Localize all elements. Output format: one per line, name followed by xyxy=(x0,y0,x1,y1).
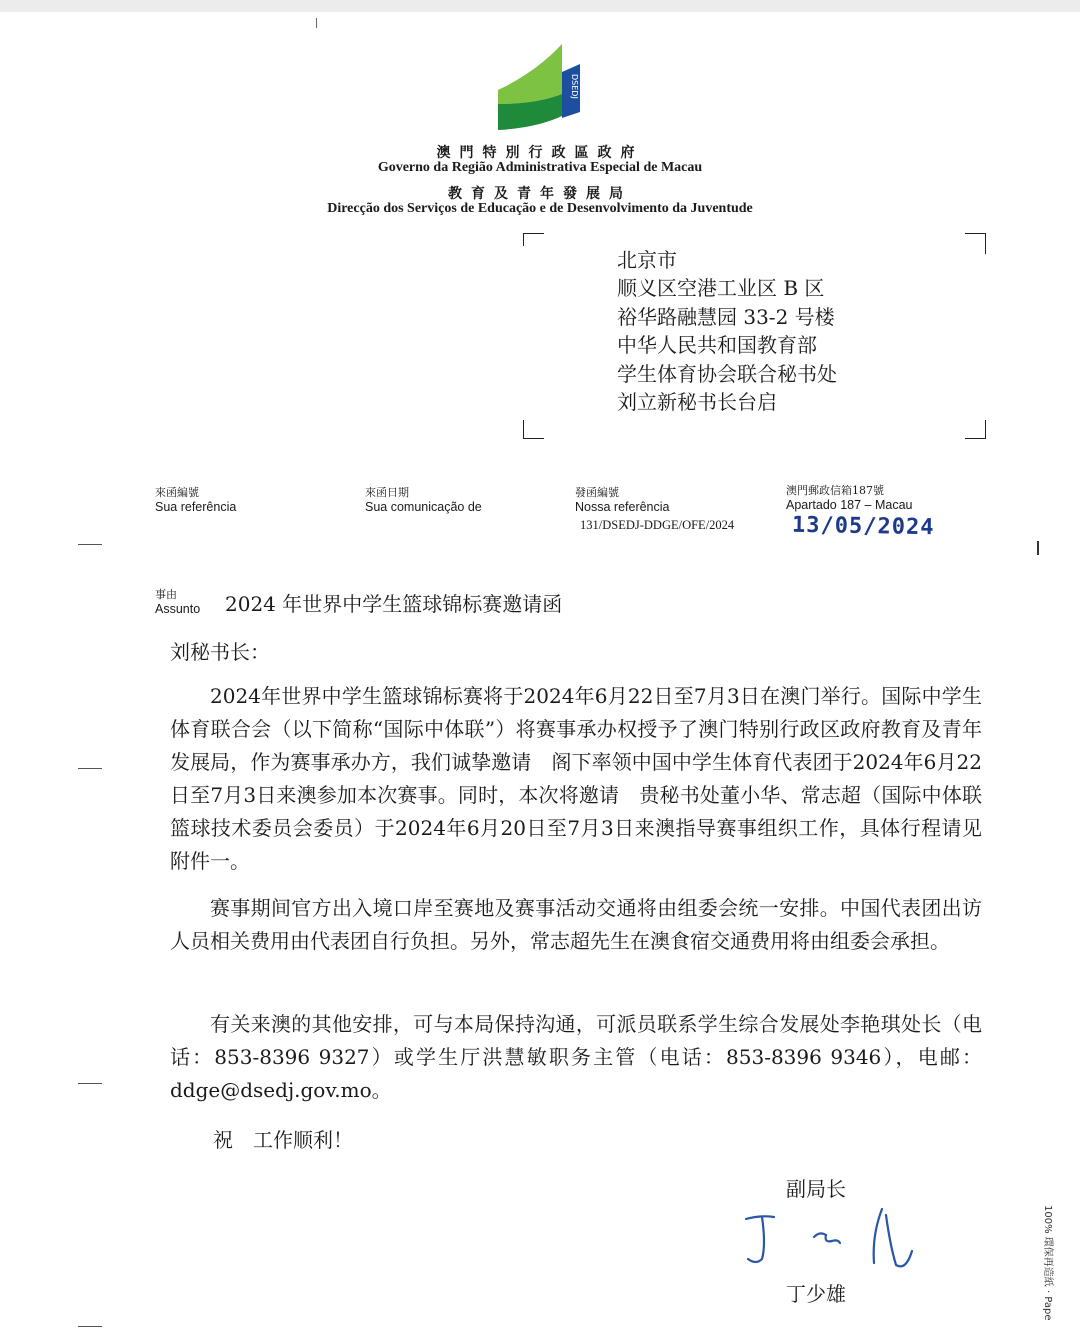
date-stamp: 13/05/2024 xyxy=(791,512,935,541)
address-corner-br xyxy=(965,420,986,439)
fold-mark xyxy=(78,1326,102,1327)
address-line: 学生体育协会联合秘书处 xyxy=(617,361,837,386)
subject-label-pt: Assunto xyxy=(155,602,201,616)
address-line: 北京市 xyxy=(617,248,677,272)
paragraph: 有关来澳的其他安排，可与本局保持沟通，可派员联系学生综合发展处李艳琪处长（电话：853-8396 9327）或学生厅洪慧敏职务主管（电话：853-8396 9346），电邮：ddge@dsedj.gov.mo。 xyxy=(170,1012,982,1102)
fold-mark xyxy=(78,768,102,769)
apartado-label-pt: Apartado 187 – Macau xyxy=(786,498,913,512)
address-line: 裕华路融慧园 33-2 号楼 xyxy=(617,304,835,329)
address-corner-tl xyxy=(523,233,544,246)
sua-referencia xyxy=(155,484,236,514)
subject-label-cn: 事由 xyxy=(155,588,177,601)
scan-mark xyxy=(316,18,317,28)
signature xyxy=(740,1205,930,1275)
recycled-paper-note: 100% 環保再造紙 · Pape xyxy=(1042,1205,1053,1321)
recipient-address xyxy=(617,246,837,416)
address-corner-bl xyxy=(523,420,544,439)
address-corner-tr xyxy=(965,233,986,254)
address-line: 刘立新秘书长台启 xyxy=(617,390,777,415)
address-line: 中华人民共和国教育部 xyxy=(617,333,817,358)
dept-name-cn: 教育及青年發展局 xyxy=(448,186,632,202)
subject-label xyxy=(155,586,200,616)
fold-mark xyxy=(78,1083,102,1084)
gov-name-cn: 澳門特別行政區政府 xyxy=(436,145,644,161)
logo-text: DSEDJ xyxy=(570,74,579,99)
apartado-label-cn: 澳門郵政信箱187號 xyxy=(786,484,884,497)
gov-name-pt: Governo da Região Administrativa Especial de Macau xyxy=(377,160,703,175)
top-band xyxy=(0,0,1080,12)
sua-ref-label-cn: 來函編號 xyxy=(155,486,199,499)
nossa-referencia xyxy=(575,484,734,533)
signer-title: 副局长 xyxy=(786,1177,846,1201)
fold-mark-right xyxy=(1037,541,1039,555)
sua-ref-label-pt: Sua referência xyxy=(155,500,237,514)
dsedj-logo xyxy=(496,42,582,132)
nossa-ref-label-cn: 發函編號 xyxy=(575,486,619,499)
address-line: 顺义区空港工业区 B 区 xyxy=(617,276,825,301)
sua-comunicacao xyxy=(365,484,482,514)
closing: 祝 工作顺利！ xyxy=(213,1128,353,1152)
subject-text: 2024 年世界中学生篮球锦标赛邀请函 xyxy=(225,592,563,616)
fold-mark xyxy=(78,544,102,545)
nossa-ref-value: 131/DSEDJ-DDGE/OFE/2024 xyxy=(580,518,735,532)
sua-com-label-pt: Sua comunicação de xyxy=(365,500,482,514)
apartado xyxy=(786,482,934,539)
greeting: 刘秘书长： xyxy=(170,640,270,664)
dept-name-pt: Direcção dos Serviços de Educação e de Desenvolvimento da Juventude xyxy=(327,201,753,216)
paragraph: 2024年世界中学生篮球锦标赛将于2024年6月22日至7月3日在澳门举行。国际中学生体育联合会（以下简称“国际中体联”）将赛事承办权授予了澳门特别行政区政府教育及青年发展局，作为赛事承办方，我们诚挚邀请 阁下率领中国中学生体育代表团于2024年6月22日至7月3日来澳参加本次赛事。同时，本次将邀请 贵秘书处董小华、常志超（国际中体联篮球技术委员会委员）于2024年6月20日至7月3日来澳指导赛事组织工作，具体行程请见附件一。 xyxy=(170,684,982,873)
nossa-ref-label-pt: Nossa referência xyxy=(575,500,670,514)
sua-com-label-cn: 來函日期 xyxy=(365,486,409,499)
paragraph: 赛事期间官方出入境口岸至赛地及赛事活动交通将由组委会统一安排。中国代表团出访人员相关费用由代表团自行负担。另外，常志超先生在澳食宿交通费用将由组委会承担。 xyxy=(170,896,982,953)
signer-name: 丁少雄 xyxy=(786,1282,846,1306)
